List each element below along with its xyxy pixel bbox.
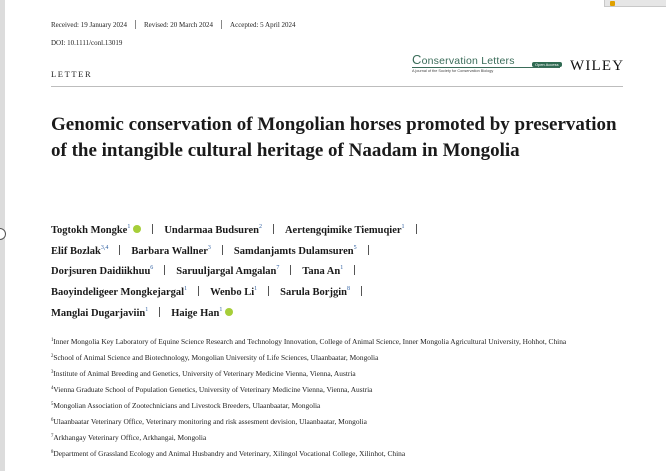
author-name[interactable]: Aertengqimike Tiemuqier$^1$ (284, 224, 405, 236)
article-dates (51, 20, 296, 29)
affiliation-text: Department of Grassland Ecology and Animal Husbandry and Veterinary, Xilingol Vocational College, Xilinhot, China (53, 449, 406, 458)
affiliation-text: Inner Mongolia Key Laboratory of Equine Science Research and Technology Innovation, College of Animal Science, Inner Mongolia Agricultural University, Hohhot, China (53, 337, 567, 346)
affiliation-marker[interactable]: 1 (340, 265, 344, 272)
affiliation-number: 1 (51, 338, 54, 343)
author-line (51, 281, 611, 302)
author-separator (290, 265, 291, 275)
author-separator (268, 286, 269, 296)
affiliation-marker[interactable]: 1 (254, 286, 258, 293)
author-separator (416, 224, 417, 234)
affiliation-text: Vienna Graduate School of Population Genetics, University of Veterinary Medicine Vienna, Vienna, Austria (53, 385, 373, 394)
affiliation-number: 7 (51, 434, 54, 439)
author-name[interactable]: Manglai Dugarjaviin$^1$ (51, 306, 149, 319)
author-line (51, 302, 611, 323)
author-name[interactable]: Tana An$^1$ (302, 265, 344, 278)
affiliation-number: 6 (51, 418, 54, 423)
affiliation (51, 432, 631, 443)
affiliation-marker[interactable]: 7 (276, 265, 280, 272)
corner-badge[interactable] (604, 0, 666, 7)
divider (221, 20, 222, 29)
author-name[interactable]: Haige Han$^1$ (171, 308, 233, 319)
accepted-date: Accepted: 5 April 2024 (230, 20, 296, 29)
affiliation-list (51, 336, 631, 464)
publisher-logo: WILEY (570, 58, 625, 74)
affiliation-text: Ulaanbaatar Veterinary Office, Veterinary monitoring and risk assesment devision, Ulaanbaatar, Mongolia (53, 417, 367, 426)
badge-icon (610, 1, 615, 6)
author-line (51, 260, 611, 281)
affiliation (51, 400, 631, 411)
affiliation (51, 368, 631, 379)
author-name[interactable]: Sarula Borjgin$^8$ (280, 286, 350, 299)
author-name[interactable]: Samdanjamts Dulamsuren$^5$ (233, 244, 357, 257)
affiliation-marker[interactable]: 1 (219, 306, 223, 313)
received-date: Received: 19 January 2024 (51, 20, 128, 29)
author-name[interactable]: Togtokh Mongke$^1$ (51, 225, 141, 236)
affiliation-number: 5 (51, 402, 54, 407)
affiliation-marker[interactable]: 3 (207, 244, 211, 251)
journal-subtitle: A journal of the Society for Conservation Biology (412, 69, 494, 73)
affiliation-number: 2 (51, 354, 54, 359)
author-name[interactable]: Dorjsuren Daidiikhuu$^6$ (51, 265, 154, 278)
affiliation-marker[interactable]: 1 (401, 224, 405, 230)
divider (135, 20, 136, 29)
affiliation (51, 352, 631, 363)
author-separator (273, 224, 274, 234)
orcid-icon[interactable] (225, 308, 233, 316)
affiliation-text: School of Animal Science and Biotechnology, Mongolian University of Life Sciences, Ulaanbaatar, Mongolia (53, 353, 379, 362)
journal-rule (412, 67, 560, 68)
affiliation-marker[interactable]: 5 (353, 244, 357, 251)
author-separator (119, 245, 120, 255)
affiliation-marker[interactable]: 8 (346, 286, 350, 293)
author-line (51, 219, 611, 240)
author-separator (354, 265, 355, 275)
author-separator (164, 265, 165, 275)
affiliation-marker[interactable]: 1 (127, 224, 131, 230)
affiliation-text: Institute of Animal Breeding and Genetics, University of Veterinary Medicine Vienna, Vienna, Austria (53, 369, 356, 378)
affiliation-marker[interactable]: 2 (258, 224, 262, 230)
header-rule (51, 86, 623, 87)
author-name[interactable]: Saruuljargal Amgalan$^7$ (176, 265, 280, 278)
doi: DOI: 10.1111/conl.13019 (51, 39, 123, 47)
affiliation (51, 416, 631, 427)
author-separator (361, 286, 362, 296)
author-name[interactable]: Baoyindeligeer Mongkejargal$^1$ (51, 286, 188, 299)
affiliation (51, 448, 631, 459)
article-type: LETTER (51, 69, 93, 79)
affiliation-text: Arkhangay Veterinary Office, Arkhangai, Mongolia (53, 433, 207, 442)
author-name[interactable]: Wenbo Li$^1$ (210, 286, 258, 299)
affiliation-number: 8 (51, 450, 54, 455)
journal-name: Conservation Letters (412, 52, 515, 67)
author-list (51, 219, 611, 323)
author-name[interactable]: Undarmaa Budsuren$^2$ (164, 224, 262, 236)
affiliation-marker[interactable]: 1 (145, 306, 149, 313)
revised-date: Revised: 20 March 2024 (144, 20, 214, 29)
author-separator (198, 286, 199, 296)
affiliation-marker[interactable]: 1 (184, 286, 188, 293)
affiliation-number: 3 (51, 370, 54, 375)
article-title: Genomic conservation of Mongolian horses promoted by preservation of the intangible cultural heritage of Naadam in Mongolia (51, 114, 617, 161)
affiliation (51, 384, 631, 395)
affiliation-marker[interactable]: 3,4 (100, 244, 109, 251)
affiliation-number: 4 (51, 386, 54, 391)
affiliation-marker[interactable]: 6 (150, 265, 154, 272)
author-separator (222, 245, 223, 255)
orcid-icon[interactable] (133, 225, 141, 233)
open-access-badge: Open Access (532, 62, 562, 67)
author-name[interactable]: Barbara Wallner$^3$ (131, 244, 211, 257)
affiliation (51, 336, 631, 347)
author-separator (368, 245, 369, 255)
author-separator (152, 224, 153, 234)
author-name[interactable]: Elif Bozlak$^{3,4}$ (51, 244, 109, 257)
scroll-handle-icon[interactable] (0, 228, 6, 240)
author-separator (159, 307, 160, 317)
affiliation-text: Mongolian Association of Zootechnicians and Livestock Breeders, Ulaanbaatar, Mongolia (53, 401, 321, 410)
author-line (51, 240, 611, 261)
